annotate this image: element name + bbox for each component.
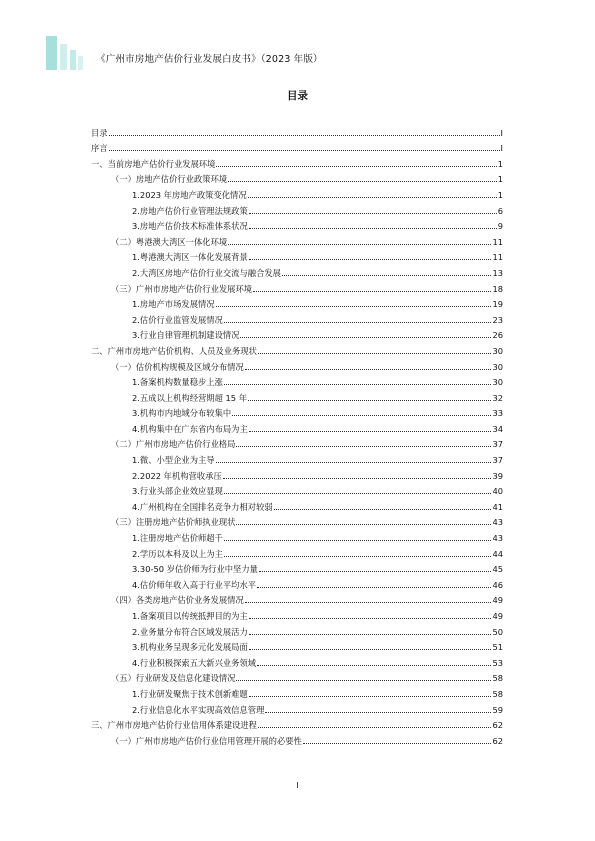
toc-entry-page: 9 [497, 221, 503, 232]
toc-entry-label: 目录 [91, 127, 108, 138]
toc-entry-label: 4.行业积极探索五大新兴业务领域 [132, 657, 257, 668]
dot-leader [249, 259, 492, 260]
dot-leader [258, 353, 491, 354]
dot-leader [258, 727, 491, 728]
toc-entry[interactable] [91, 201, 503, 217]
toc-entry[interactable] [91, 139, 503, 155]
toc-entry-label: 序言 [91, 143, 108, 154]
dot-leader [216, 462, 492, 463]
toc-entry[interactable] [91, 373, 503, 389]
toc-entry-label: 3.行业头部企业效应显现 [132, 486, 223, 497]
toc-entry-page: 58 [492, 688, 503, 699]
toc-entry[interactable] [91, 248, 503, 264]
toc-entry-label: （三）注册房地产估价师执业现状 [111, 517, 236, 528]
toc-entry-page: 46 [492, 579, 503, 590]
toc-entry-label: 3.30-50 岁估价师为行业中坚力量 [132, 564, 258, 575]
toc-entry-label: 1.微、小型企业为主导 [132, 455, 215, 466]
logo-bar [60, 44, 67, 70]
toc-entry-label: 1.备案机构数量稳步上涨 [132, 377, 223, 388]
dot-leader [257, 665, 491, 666]
dot-leader [245, 602, 492, 603]
toc-entry-label: 4.机构集中在广东省内布局为主 [132, 423, 248, 434]
toc-entry-label: （五）行业研发及信息化建设情况 [111, 673, 236, 684]
toc-entry-page: 41 [492, 501, 503, 512]
toc-entry-page: 32 [492, 392, 503, 403]
dot-leader [224, 493, 492, 494]
toc-entry[interactable] [91, 700, 503, 716]
toc-entry-label: 2.业务量分布符合区域发展活力 [132, 626, 248, 637]
toc-entry-label: 二、广州市房地产估价机构、人员及业务现状 [91, 345, 257, 356]
toc-entry-page: 30 [492, 361, 503, 372]
toc-entry[interactable] [91, 606, 503, 622]
toc-entry-label: 1.房地产市场发展情况 [132, 299, 215, 310]
dot-leader [109, 135, 500, 136]
toc-entry-label: 2.房地产估价行业管理法规政策 [132, 205, 248, 216]
dot-leader [249, 649, 492, 650]
document-header-title: 《广州市房地产估价行业发展白皮书》（2023 年版） [96, 54, 323, 65]
toc-entry[interactable] [91, 450, 503, 466]
dot-leader [223, 478, 492, 479]
toc-entry-page: 62 [492, 720, 503, 731]
dot-leader [236, 524, 491, 525]
dot-leader [249, 213, 497, 214]
dot-leader [216, 306, 492, 307]
toc-entry[interactable] [91, 310, 503, 326]
toc-entry-page: 33 [492, 408, 503, 419]
table-of-contents [91, 123, 503, 747]
toc-entry[interactable] [91, 544, 503, 560]
logo-bar [46, 36, 57, 70]
toc-entry-label: （一）估价机构规模及区域分布情况 [111, 361, 244, 372]
toc-entry[interactable] [91, 716, 503, 732]
toc-entry-label: 1.备案项目以传统抵押目的为主 [132, 611, 248, 621]
dot-leader [259, 571, 492, 572]
toc-entry-page: 1 [497, 189, 503, 200]
dot-leader [224, 556, 492, 557]
toc-entry-page: 30 [492, 345, 503, 356]
toc-entry[interactable] [91, 357, 503, 373]
toc-entry[interactable] [91, 513, 503, 529]
toc-entry[interactable] [91, 388, 503, 404]
toc-entry-page: 11 [492, 236, 503, 247]
toc-entry-label: 1.粤港澳大湾区一体化发展背景 [132, 252, 248, 263]
toc-entry-label: 1.2023 年房地产政策变化情况 [132, 189, 247, 200]
toc-entry-label: 4.广州机构在全国排名竞争力相对较弱 [132, 501, 273, 512]
toc-entry-page: 59 [492, 704, 503, 715]
toc-entry[interactable] [91, 466, 503, 482]
dot-leader [248, 400, 491, 401]
toc-entry-page: 43 [492, 533, 503, 544]
toc-entry-page: 1 [497, 158, 503, 169]
dot-leader [232, 415, 491, 416]
toc-entry[interactable] [91, 622, 503, 638]
toc-entry-label: 1.注册房地产估价师超千 [132, 533, 223, 544]
toc-entry-page: 13 [492, 267, 503, 278]
dot-leader [257, 587, 491, 588]
dot-leader [224, 540, 492, 541]
toc-entry-page: 26 [492, 330, 503, 341]
toc-entry[interactable] [91, 404, 503, 420]
toc-title: 目录 [287, 90, 308, 102]
toc-entry-page: 11 [492, 252, 503, 263]
toc-entry[interactable] [91, 731, 503, 747]
toc-entry[interactable] [91, 669, 503, 685]
toc-entry-label: （一）广州市房地产估价行业信用管理开展的必要性 [111, 735, 302, 746]
dot-leader [236, 680, 491, 681]
toc-entry-page: 1 [497, 174, 503, 185]
toc-entry-page: 40 [492, 486, 503, 497]
toc-entry[interactable] [91, 419, 503, 435]
toc-entry[interactable] [91, 575, 503, 591]
toc-entry-label: 3.机构业务呈现多元化发展局面 [132, 642, 248, 653]
toc-entry-page: 53 [492, 657, 503, 668]
toc-entry-label: 3.房地产估价技术标准体系状况 [132, 221, 248, 232]
toc-entry-page: 58 [492, 673, 503, 684]
toc-entry-page: 45 [492, 564, 503, 575]
toc-entry[interactable] [91, 263, 503, 279]
toc-entry[interactable] [91, 232, 503, 248]
dot-leader [249, 618, 492, 619]
toc-entry-label: 2.估价行业监管发展情况 [132, 314, 223, 325]
toc-entry[interactable] [91, 528, 503, 544]
dot-leader [303, 743, 492, 744]
toc-entry-page: 39 [492, 470, 503, 481]
toc-entry-label: 2.五成以上机构经营期超 15 年 [132, 392, 248, 403]
toc-entry[interactable] [91, 154, 503, 170]
toc-entry-label: 4.估价师年收入高于行业平均水平 [132, 579, 257, 590]
toc-entry-label: 3.行业自律管理机制建设情况 [132, 330, 240, 341]
dot-leader [236, 446, 491, 447]
toc-entry-page: 49 [492, 595, 503, 606]
toc-entry[interactable] [91, 170, 503, 186]
toc-entry-page: 30 [492, 377, 503, 388]
dot-leader [282, 275, 491, 276]
dot-leader [245, 369, 492, 370]
dot-leader [249, 634, 492, 635]
toc-entry-label: （三）广州市房地产估价行业发展环境 [111, 283, 253, 294]
page-number: I [296, 781, 299, 790]
dot-leader [216, 166, 496, 167]
toc-entry[interactable] [91, 497, 503, 513]
toc-entry[interactable] [91, 638, 503, 654]
toc-entry[interactable] [91, 653, 503, 669]
toc-entry-label: 三、广州市房地产估价行业信用体系建设进程 [91, 720, 257, 731]
toc-entry-page: 44 [492, 548, 503, 559]
toc-entry-page: I [500, 143, 503, 154]
teal-bars-logo-icon [46, 34, 86, 70]
dot-leader [248, 197, 497, 198]
toc-entry-page: 51 [492, 642, 503, 653]
toc-entry[interactable] [91, 217, 503, 233]
toc-entry-page: I [500, 127, 503, 138]
toc-entry-label: 1.行业研发聚焦于技术创新难题 [132, 688, 248, 699]
toc-entry-page: 37 [492, 455, 503, 466]
toc-entry-page: 6 [497, 205, 503, 216]
toc-entry[interactable] [91, 279, 503, 295]
dot-leader [224, 322, 492, 323]
toc-entry-label: 2.学历以本科及以上为主 [132, 548, 223, 559]
dot-leader [224, 384, 492, 385]
toc-entry[interactable] [91, 185, 503, 201]
toc-entry-page: 50 [492, 626, 503, 637]
toc-entry[interactable] [91, 295, 503, 311]
toc-entry-label: （二）广州市房地产估价行业格局 [111, 439, 236, 450]
toc-entry-label: 2.2022 年机构营收承压 [132, 470, 222, 481]
toc-entry-page: 34 [492, 423, 503, 434]
toc-entry-page: 49 [492, 611, 503, 621]
toc-entry[interactable] [91, 482, 503, 498]
toc-entry-label: （二）粤港澳大湾区一体化环境 [111, 236, 228, 247]
toc-entry[interactable] [91, 341, 503, 357]
logo-bar [70, 50, 76, 70]
toc-entry[interactable] [91, 591, 503, 607]
toc-entry[interactable] [91, 560, 503, 576]
toc-entry-page: 23 [492, 314, 503, 325]
toc-entry[interactable] [91, 326, 503, 342]
dot-leader [249, 431, 492, 432]
logo-bar [78, 56, 83, 70]
dot-leader [249, 228, 497, 229]
toc-entry-label: （一）房地产估价行业政策环境 [111, 174, 228, 185]
toc-entry-page: 18 [492, 283, 503, 294]
dot-leader [249, 696, 492, 697]
dot-leader [265, 712, 491, 713]
toc-entry-page: 62 [492, 735, 503, 746]
dot-leader [240, 337, 491, 338]
toc-entry-label: （四）各类房地产估价业务发展情况 [111, 595, 244, 606]
toc-entry-label: 3.机构市内地域分布较集中 [132, 408, 232, 419]
dot-leader [228, 181, 497, 182]
toc-entry-page: 19 [492, 299, 503, 310]
toc-entry[interactable] [91, 684, 503, 700]
dot-leader [253, 291, 491, 292]
dot-leader [228, 244, 491, 245]
toc-entry-label: 2.行业信息化水平实现高效信息管理 [132, 704, 265, 715]
toc-entry-page: 43 [492, 517, 503, 528]
toc-entry-label: 一、当前房地产估价行业发展环境 [91, 158, 216, 169]
toc-entry[interactable] [91, 123, 503, 139]
dot-leader [274, 509, 492, 510]
toc-entry-page: 37 [492, 439, 503, 450]
dot-leader [109, 150, 500, 151]
toc-entry-label: 2.大湾区房地产估价行业交流与融合发展 [132, 267, 281, 278]
toc-entry[interactable] [91, 435, 503, 451]
